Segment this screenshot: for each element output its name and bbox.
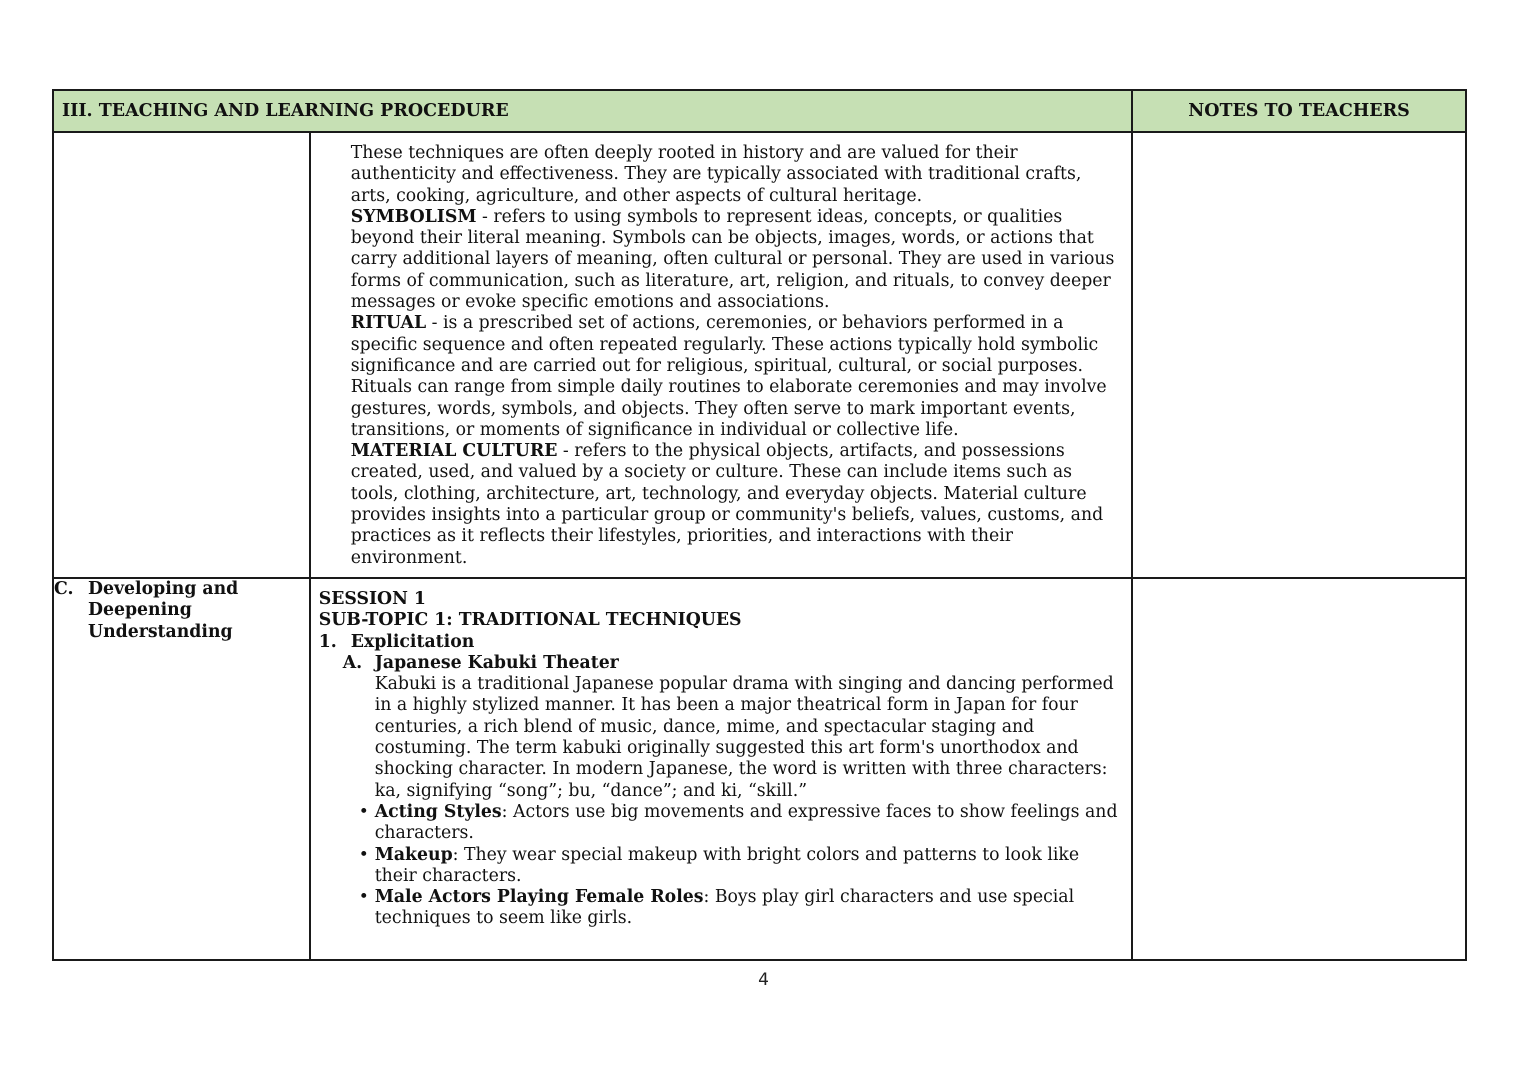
definition-term: MATERIAL CULTURE [350, 441, 558, 462]
definition-symbolism [351, 207, 1123, 313]
bullet-term: Acting Styles [374, 801, 502, 822]
table-row-definitions [53, 132, 1466, 578]
definition-ritual [351, 313, 1123, 441]
row-label-cell [53, 132, 310, 578]
notes-cell [1132, 578, 1466, 960]
bullet-text: : They wear special makeup with bright colors and patterns to look like their characters. [374, 844, 1080, 886]
definition-term: RITUAL [350, 313, 427, 334]
definition-text: - refers to using symbols to represent ideas, concepts, or qualities beyond their literal meaning. Symbols can be objects, images, words, or actions that carry additional layers of meaning, often cultural or personal. They are used in various forms of communication, such as literature, art, religion, and rituals, to convey deeper messages or evoke specific emotions and associations. [350, 206, 1115, 313]
section-label: Developing and Deepening Understanding [88, 579, 239, 642]
bullet-acting-styles [359, 802, 1123, 845]
kabuki-paragraph: Kabuki is a traditional Japanese popular drama with singing and dancing performed in a highly stylized manner. It has been a major theatrical form in Japan for four centuries, a rich blend of music, dance, mime, and spectacular staging and costuming. The term kabuki originally suggested this art form's unorthodox and shocking character. In modern Japanese, the word is written with three characters: ka, signifying “song”; bu, “dance”; and ki, “skill.” [374, 674, 1114, 801]
explicitation-heading [319, 632, 1123, 653]
item-title: Explicitation [350, 631, 475, 652]
bullet-term: Male Actors Playing Female Roles [374, 887, 704, 908]
definitions-content [311, 133, 1131, 569]
table-row-developing [53, 578, 1466, 960]
row-label-cell [53, 578, 310, 960]
item-number: 1. [318, 631, 337, 652]
subtopic-title: SUB-TOPIC 1: TRADITIONAL TECHNIQUES [318, 610, 742, 631]
table-header-row [53, 90, 1466, 132]
bullet-makeup [359, 845, 1123, 888]
definition-term: SYMBOLISM [350, 206, 477, 227]
bullet-text: : Boys play girl characters and use special techniques to seem like girls. [374, 887, 1075, 929]
kabuki-heading [319, 653, 1123, 674]
bullet-text: : Actors use big movements and expressive faces to show feelings and characters. [374, 801, 1118, 844]
session-title: SESSION 1 [318, 589, 426, 609]
notes-header: NOTES TO TEACHERS [1132, 90, 1466, 132]
definition-text: - refers to the physical objects, artifacts, and possessions created, used, and valued by a society or culture. These can include items such as tools, clothing, architecture, art, technology, and everyday objects. Material culture provides insights into a particular group or community's beliefs, values, customs, and practices as it reflects their lifestyles, priorities, and interactions with their environment. [350, 441, 1104, 568]
session-content [311, 579, 1131, 930]
page-number: 4 [758, 970, 769, 990]
bullet-term: Makeup [374, 844, 453, 865]
intro-paragraph: These techniques are often deeply rooted in history and are valued for their authenticity and effectiveness. They are typically associated with traditional crafts, arts, cooking, agriculture, and other aspects of cultural heritage. [350, 143, 1082, 206]
lesson-plan-table [52, 89, 1467, 961]
bullet-male-actors [359, 887, 1123, 930]
definition-text: - is a prescribed set of actions, ceremonies, or behaviors performed in a specific sequence and often repeated regularly. These actions typically hold symbolic significance and are carried out for religious, spiritual, cultural, or social purposes. Rituals can range from simple daily routines to elaborate ceremonies and may involve gestures, words, symbols, and objects. They often serve to mark important events, transitions, or moments of significance in individual or collective life. [350, 313, 1107, 440]
procedure-header: III. TEACHING AND LEARNING PROCEDURE [53, 90, 1132, 132]
content-cell [310, 578, 1132, 960]
content-cell [310, 132, 1132, 578]
definition-material-culture [351, 441, 1123, 569]
kabuki-bullet-list [319, 802, 1123, 930]
sub-title: Japanese Kabuki Theater [374, 652, 619, 673]
notes-cell [1132, 132, 1466, 578]
section-letter: C. [54, 579, 74, 599]
sub-letter: A. [342, 652, 363, 673]
